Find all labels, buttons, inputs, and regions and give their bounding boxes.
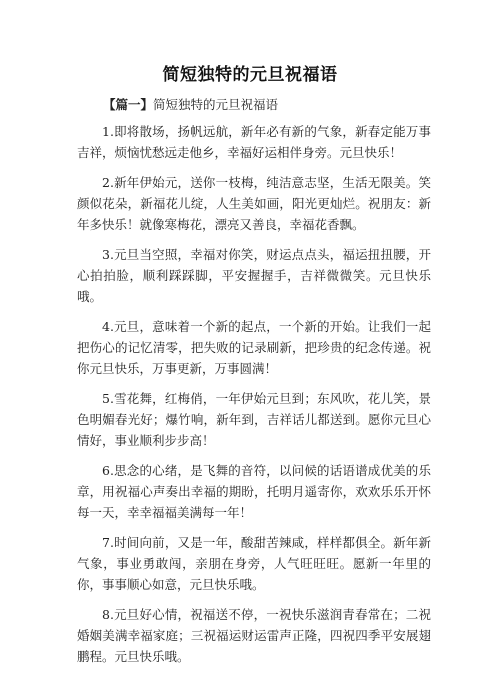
section-heading: [103, 95, 278, 113]
paragraph: 5.雪花舞，红梅俏，一年伊始元旦到；东风吹，花儿笑，景色明媚春光好；爆竹响，新年到，吉祥话儿都送到。愿你元旦心情好，事业顺利步步高！: [77, 391, 431, 448]
section-heading-text: 简短独特的元旦祝福语: [153, 97, 279, 112]
paragraph: 6.思念的心绪，是飞舞的音符，以问候的话语谱成优美的乐章，用祝福心声奏出幸福的期盼，托明月遥寄你，欢欢乐乐开怀每一天，幸幸福福美满每一年！: [77, 463, 431, 520]
paragraph: 7.时间向前，又是一年，酸甜苦辣咸，样样都俱全。新年新气象，事业勇敢闯，亲朋在身旁，人气旺旺旺。愿新一年里的你，事事顺心如意，元旦快乐哦。: [77, 535, 431, 592]
paragraph: 1.即将散场，扬帆远航，新年必有新的气象，新春定能万事吉祥，烦恼忧愁远走他乡，幸福好运相伴身旁。元旦快乐！: [77, 124, 431, 160]
paragraph: 3.元旦当空照，幸福对你笑，财运点点头，福运扭扭腰，开心拍拍脸，顺利踩踩脚，平安握握手，吉祥微微笑。元旦快乐哦。: [77, 247, 431, 304]
paragraph: 4.元旦，意味着一个新的起点，一个新的开始。让我们一起把伤心的记忆清零，把失败的记录刷新，把珍贵的纪念传递。祝你元旦快乐，万事更新，万事圆满！: [77, 319, 431, 376]
paragraph: 8.元旦好心情，祝福送不停，一祝快乐滋润青春常在；二祝婚姻美满幸福家庭；三祝福运财运雷声正隆，四祝四季平安展翅鹏程。元旦快乐哦。: [77, 607, 431, 664]
section-bracket-label: 【篇一】: [103, 97, 154, 112]
paragraph-list: [77, 121, 431, 676]
document-title: 简短独特的元旦祝福语: [162, 65, 338, 85]
paragraph: 2.新年伊始元，送你一枝梅，纯洁意志坚，生活无限美。笑颜似花朵，新福花儿绽，人生美如画，阳光更灿烂。祝朋友：新年多快乐！就像寒梅花，漂亮又善良，幸福花香飘。: [77, 175, 431, 232]
